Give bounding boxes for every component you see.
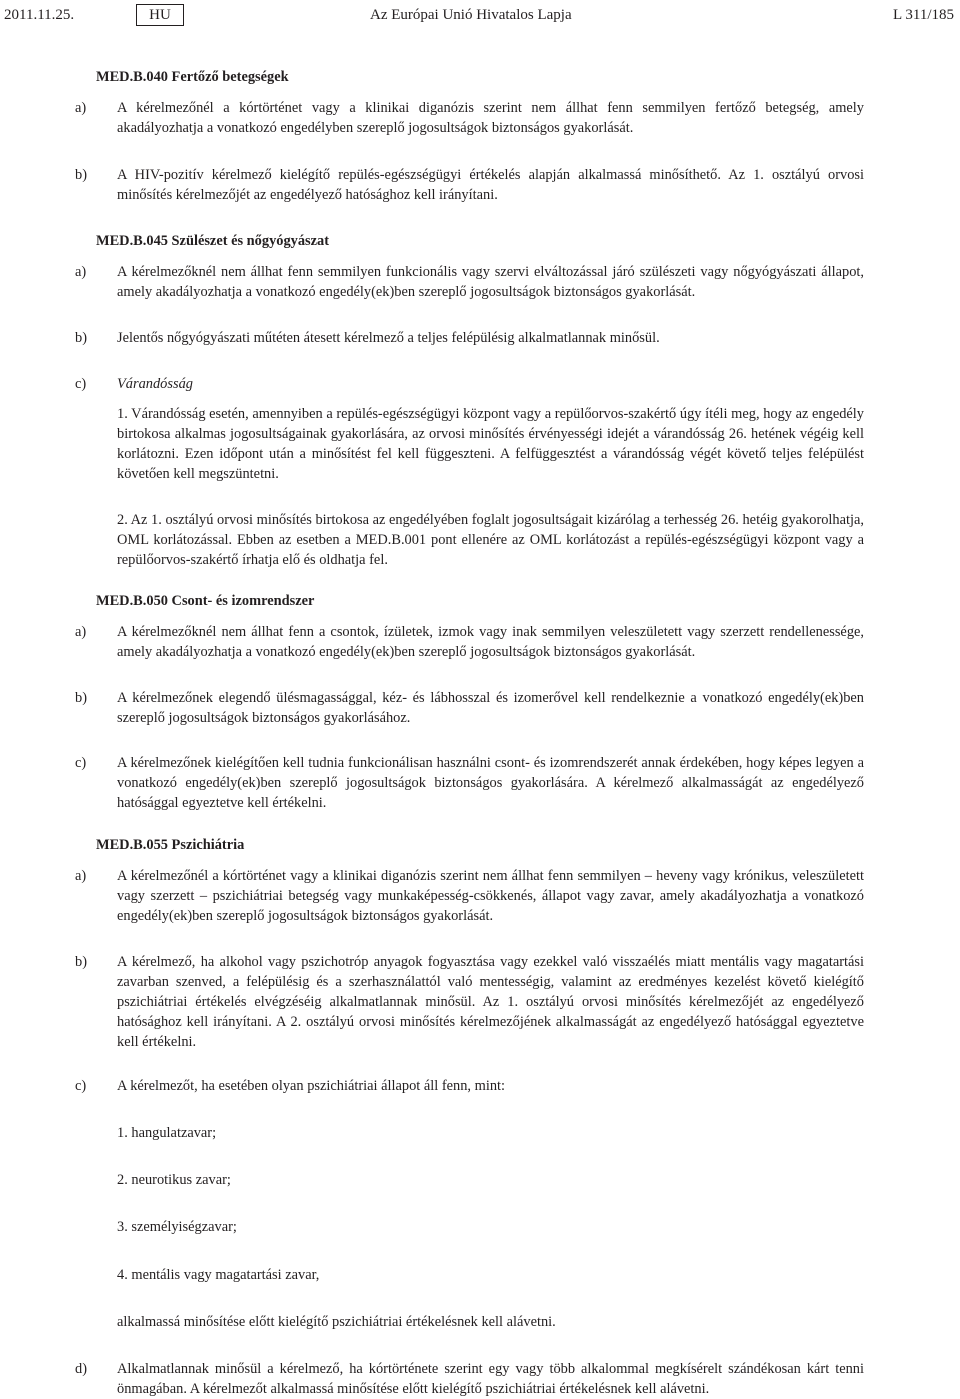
item-label: c) bbox=[75, 1078, 87, 1094]
paragraph-055-c bbox=[75, 1076, 864, 1096]
item-label: b) bbox=[75, 954, 87, 970]
section-heading-050: MED.B.050 Csont- és izomrendszer bbox=[96, 593, 315, 609]
paragraph-text: A kérelmező, ha alkohol vagy pszichotróp anyagok fogyasztása vagy ezekkel való visszaélés miatt mentális vagy magatartási zavarban szenved, a felépülésig és a szerhasználattól való mentességig, valamint az eredményes kezelést követő kielégítő pszichiátriai értékelés elvégzéséig alkalmatlannak minősül. Az 1. osztályú orvosi minősítés kérelmezőjét az engedélyező hatósághoz kell irányítani. A 2. osztályú orvosi minősítés kérelmezőjének alkalmasságát az engedélyező hatósággal egyeztetve kell értékelni. bbox=[117, 954, 864, 1050]
paragraph-045-c2: 2. Az 1. osztályú orvosi minősítés birtokosa az engedélyében foglalt jogosultságait kizárólag a terhesség 26. hetéig gyakorolhatja, OML korlátozással. Ebben az esetben a MED.B.001 pont ellenére az OML korlátozást a repülés-egészségügyi központ vagy a repülőorvos-szakértő írhatja elő és oldhatja fel. bbox=[117, 512, 864, 568]
section-heading-040: MED.B.040 Fertőző betegségek bbox=[96, 69, 289, 85]
item-label: d) bbox=[75, 1361, 87, 1377]
list-item: 3. személyiségzavar; bbox=[117, 1219, 237, 1235]
paragraph-045-b bbox=[75, 328, 864, 348]
item-label: b) bbox=[75, 167, 87, 183]
paragraph-055-a bbox=[75, 866, 864, 926]
paragraph-055-d bbox=[75, 1359, 864, 1399]
page-number: L 311/185 bbox=[893, 7, 954, 23]
journal-title: Az Európai Unió Hivatalos Lapja bbox=[370, 7, 572, 23]
paragraph-text: A kérelmezőknél nem állhat fenn a csontok, ízületek, izmok vagy inak semmilyen veleszületett vagy szerzett rendellenessége, amely akadályozhatja a vonatkozó engedély(ek)ben szereplő jogosultságok biztonságos gyakorlását. bbox=[117, 624, 864, 660]
paragraph-text: A HIV-pozitív kérelmező kielégítő repülés-egészségügyi értékelés alapján alkalmassá minősíthető. Az 1. osztályú orvosi minősítés kérelmezőjét az engedélyező hatósághoz kell irányítani. bbox=[117, 167, 864, 203]
language-badge: HU bbox=[136, 4, 184, 26]
item-label: a) bbox=[75, 100, 87, 116]
paragraph-text: A kérelmezőnek elegendő ülésmagassággal, kéz- és lábhosszal és izomerővel kell rendelkeznie a vonatkozó engedély(ek)ben szereplő jogosultságok biztonságos gyakorlásához. bbox=[117, 690, 864, 726]
item-label: b) bbox=[75, 330, 87, 346]
section-heading-045: MED.B.045 Szülészet és nőgyógyászat bbox=[96, 233, 330, 249]
header-date: 2011.11.25. bbox=[4, 7, 75, 23]
item-label: a) bbox=[75, 624, 87, 640]
paragraph-045-c1: 1. Várandósság esetén, amennyiben a repülés-egészségügyi központ vagy a repülőorvos-szakértő úgy ítéli meg, hogy az engedély birtokosa alkalmas jogosultságainak gyakorlására, az orvosi minősítés érvényességi idejét a várandósság 26. hetének végéig kell korlátozni. Ezen időpont után a minősítést fel kell függeszteni. A felfüggesztést a várandósság végét követő teljes felépülést követően kell megszüntetni. bbox=[117, 406, 864, 482]
item-label: c) bbox=[75, 376, 87, 392]
paragraph-045-c bbox=[75, 374, 864, 394]
paragraph-text: A kérelmezőnek kielégítően kell tudnia funkcionálisan használni csont- és izomrendszerét annak érdekében, hogy képes legyen a vonatkozó engedély(ek)ben szereplő jogosultságok biztonságos gyakorlására. A kérelmező alkalmasságát az engedélyező hatósággal egyeztetve kell értékelni. bbox=[117, 755, 864, 811]
paragraph-text: A kérelmezőnél a kórtörténet vagy a klinikai diganózis szerint nem állhat fenn semmilyen – heveny vagy krónikus, veleszületett vagy szerzett – pszichiátriai betegség vagy munkaképesség-csökkenés, állapot vagy zavar, amely akadályozhatja a vonatkozó engedély(ek)ben szereplő jogosultságok biztonságos gyakorlását. bbox=[117, 868, 864, 924]
paragraph-045-a bbox=[75, 262, 864, 302]
item-label: c) bbox=[75, 755, 87, 771]
item-label: b) bbox=[75, 690, 87, 706]
paragraph-text: A kérelmezőknél nem állhat fenn semmilyen funkcionális vagy szervi elváltozással járó szülészeti vagy nőgyógyászati állapot, amely akadályozhatja a vonatkozó engedély(ek)ben szereplő jogosultságok biztonságos gyakorlását. bbox=[117, 264, 864, 300]
item-label: a) bbox=[75, 264, 87, 280]
paragraph-text: A kérelmezőnél a kórtörténet vagy a klinikai diganózis szerint nem állhat fenn semmilyen fertőző betegség, amely akadályozhatja a vonatkozó engedélyben szereplő jogosultságok biztonságos gyakorlását. bbox=[117, 100, 864, 136]
list-item: 1. hangulatzavar; bbox=[117, 1125, 217, 1141]
paragraph-050-b bbox=[75, 688, 864, 728]
list-item: 4. mentális vagy magatartási zavar, bbox=[117, 1267, 320, 1283]
paragraph-text: Várandósság bbox=[117, 376, 193, 392]
paragraph-055-c-end: alkalmassá minősítése előtt kielégítő pszichiátriai értékelésnek kell alávetni. bbox=[117, 1314, 556, 1330]
paragraph-050-a bbox=[75, 622, 864, 662]
paragraph-text: A kérelmezőt, ha esetében olyan pszichiátriai állapot áll fenn, mint: bbox=[117, 1078, 506, 1094]
paragraph-040-a bbox=[75, 98, 864, 138]
section-heading-055: MED.B.055 Pszichiátria bbox=[96, 837, 245, 853]
paragraph-050-c bbox=[75, 753, 864, 813]
paragraph-text: Alkalmatlannak minősül a kérelmező, ha kórtörténete szerint egy vagy több alkalommal megkísérelt szándékosan kárt tenni önmagában. A kérelmezőt alkalmassá minősítése előtt kielégítő pszichiátriai értékelésnek kell alávetni. bbox=[117, 1361, 864, 1397]
paragraph-040-b bbox=[75, 165, 864, 205]
paragraph-text: Jelentős nőgyógyászati műtéten átesett kérelmező a teljes felépülésig alkalmatlannak minősül. bbox=[117, 330, 660, 346]
paragraph-055-b bbox=[75, 952, 864, 1052]
item-label: a) bbox=[75, 868, 87, 884]
list-item: 2. neurotikus zavar; bbox=[117, 1172, 231, 1188]
